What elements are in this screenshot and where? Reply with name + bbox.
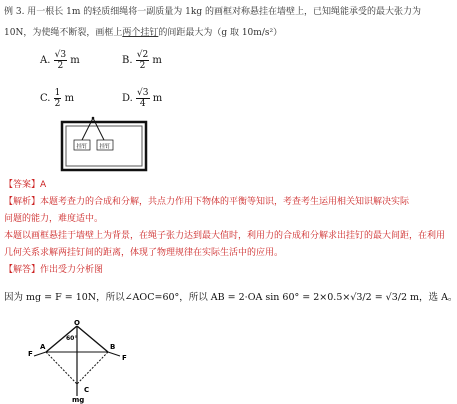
option-d[interactable] bbox=[122, 88, 162, 109]
option-d-letter: D. bbox=[122, 93, 133, 104]
option-b-den: 2 bbox=[139, 61, 146, 71]
option-c-den: 2 bbox=[54, 99, 61, 109]
option-c[interactable] bbox=[40, 88, 74, 109]
option-c-num: 1 bbox=[54, 88, 61, 98]
option-d-num: √3 bbox=[137, 88, 149, 98]
force-diagram bbox=[28, 318, 138, 402]
label-f-right: F bbox=[122, 354, 127, 362]
force-right-arrow bbox=[108, 352, 120, 356]
solution-formula: 因为 mg = F = 10N，所以∠AOC=60°，所以 AB = 2·OA sin 60° = 2×0.5×√3/2 = √3/2 m，选 A。 bbox=[4, 292, 457, 303]
option-a-fraction bbox=[54, 50, 67, 71]
option-d-fraction bbox=[136, 88, 149, 109]
question-line-2-a: 10N，为使绳不断裂，画框上 bbox=[4, 28, 123, 38]
question-line-1: 例 3. 用一根长 1m 的轻质细绳将一副质量为 1kg 的画框对称悬挂在墙壁上，已知绳能承受的最大张力为 bbox=[4, 7, 421, 17]
analysis-line-2: 问题的能力，难度适中。 bbox=[4, 214, 104, 224]
option-c-letter: C. bbox=[40, 93, 51, 104]
segment-bc bbox=[77, 352, 108, 384]
option-b-fraction bbox=[136, 50, 149, 71]
option-a-unit: m bbox=[70, 55, 80, 66]
option-b-num: √2 bbox=[136, 50, 149, 60]
segment-ac bbox=[46, 352, 77, 384]
analysis-line-4: 几何关系求解两挂钉间的距离，体现了物理规律在实际生活中的应用。 bbox=[4, 248, 284, 258]
wall-nail bbox=[92, 117, 95, 120]
label-b: B bbox=[110, 343, 116, 351]
label-o: O bbox=[74, 319, 80, 327]
option-a-num: √3 bbox=[54, 50, 67, 60]
option-a-letter: A. bbox=[40, 55, 51, 66]
solution-label: 【解答】作出受力分析图 bbox=[4, 265, 104, 275]
label-f-left: F bbox=[28, 350, 33, 358]
option-b[interactable] bbox=[122, 50, 162, 71]
analysis-line-1: 【解析】本题考查力的合成和分解，共点力作用下物体的平衡等知识，考查考生运用相关知识解决实际 bbox=[4, 197, 410, 207]
hook-left-label: 挂钉 bbox=[76, 144, 88, 150]
option-d-den: 4 bbox=[139, 99, 146, 109]
label-angle: 60° bbox=[66, 335, 78, 342]
option-c-fraction bbox=[54, 88, 62, 109]
answer-line: 【答案】A bbox=[4, 180, 47, 190]
question-underlined-term: 两个挂钉 bbox=[122, 28, 159, 38]
question-line-2-b: 的间距最大为（g 取 10m/s²） bbox=[158, 28, 283, 38]
label-a: A bbox=[40, 343, 46, 351]
label-mg: mg bbox=[72, 396, 85, 404]
analysis-line-3: 本题以画框悬挂于墙壁上为背景，在绳子张力达到最大值时，利用力的合成和分解求出挂钉的最大间距，在利用 bbox=[4, 231, 446, 241]
option-a[interactable] bbox=[40, 50, 80, 71]
picture-frame-figure bbox=[60, 116, 150, 174]
option-b-letter: B. bbox=[122, 55, 133, 66]
option-d-unit: m bbox=[152, 93, 163, 104]
option-c-unit: m bbox=[64, 93, 75, 104]
question-line-2 bbox=[4, 25, 282, 38]
segment-ob bbox=[77, 326, 108, 352]
label-c: C bbox=[84, 386, 90, 394]
force-left-arrow bbox=[34, 352, 46, 356]
option-a-den: 2 bbox=[57, 61, 64, 71]
hook-right-label: 挂钉 bbox=[99, 144, 111, 150]
option-b-unit: m bbox=[152, 55, 162, 66]
